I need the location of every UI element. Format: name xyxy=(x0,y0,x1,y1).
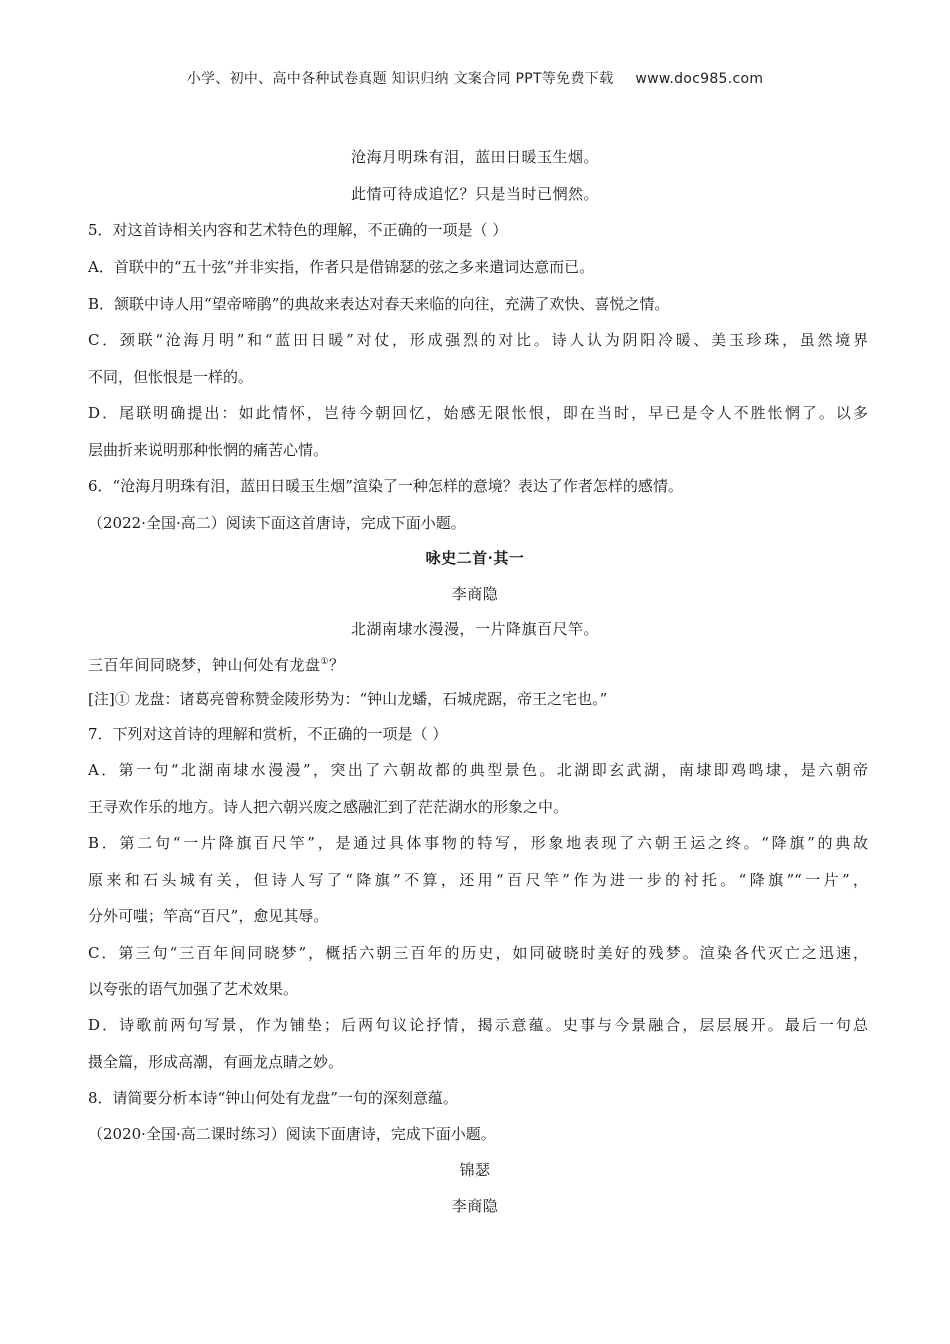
question-7-option-a-line2: 王寻欢作乐的地方。诗人把六朝兴废之感融汇到了茫茫湖水的形象之中。 xyxy=(88,798,569,816)
question-5-option-a: A．首联中的“五十弦”并非实指，作者只是借锦瑟的弦之多来遣词达意而已。 xyxy=(88,258,595,276)
question-7-stem: 7．下列对这首诗的理解和赏析，不正确的一项是（ ） xyxy=(88,725,448,743)
footnote-note-mark: ① xyxy=(114,690,130,708)
question-7-option-c-line2: 以夸张的语气加强了艺术效果。 xyxy=(88,980,299,998)
poem1-line-3: 沧海月明珠有泪，蓝田日暖玉生烟。 xyxy=(350,148,599,166)
question-7-option-b-line2: 原来和石头城有关，但诗人写了“降旗”不算，还用“百尺竿”作为进一步的衬托。“降旗”“一片”， xyxy=(88,871,868,889)
question-7-option-c-line1: C．第三句“三百年间同晓梦”，概括六朝三百年的历史，如同破晓时美好的残梦。渲染各代灭亡之迅速， xyxy=(88,944,868,962)
poem2-line-2-end: ？ xyxy=(329,656,345,674)
question-5-option-d-line2: 层曲折来说明那种怅惘的痛苦心情。 xyxy=(88,441,329,459)
question-5-stem: 5．对这首诗相关内容和艺术特色的理解，不正确的一项是（ ） xyxy=(88,221,508,239)
poem3-title: 锦瑟 xyxy=(459,1161,491,1179)
poem1-line-4: 此情可待成追忆？只是当时已惘然。 xyxy=(350,185,599,203)
question-6-stem: 6．“沧海月明珠有泪，蓝田日暖玉生烟”渲染了一种怎样的意境？表达了作者怎样的感情。 xyxy=(88,477,683,495)
poem2-line-2-text: 三百年间同晓梦，钟山何处有龙盘 xyxy=(88,656,321,674)
footnote-text: 龙盘：诸葛亮曾称赞金陵形势为：“钟山龙蟠，石城虎踞，帝王之宅也。” xyxy=(129,690,608,708)
footnote xyxy=(88,689,868,709)
question-5-option-d-line1: D．尾联明确提出：如此情怀，岂待今朝回忆，始感无限怅恨，即在当时，早已是令人不胜怅惘了。以多 xyxy=(88,404,868,422)
question-5-option-b: B．颔联中诗人用“望帝啼鹃”的典故来表达对春天来临的向往，充满了欢快、喜悦之情。 xyxy=(88,295,670,313)
question-8-stem: 8．请简要分析本诗“钟山何处有龙盘”一句的深刻意蕴。 xyxy=(88,1089,458,1107)
passage-3-intro: （2020·全国·高二课时练习）阅读下面唐诗，完成下面小题。 xyxy=(88,1125,496,1143)
question-7-option-d-line1: D．诗歌前两句写景，作为铺垫；后两句议论抒情，揭示意蕴。史事与今景融合，层层展开。最后一句总 xyxy=(88,1016,868,1034)
question-5-option-c-line1: C．颈联“沧海月明”和“蓝田日暖”对仗，形成强烈的对比。诗人认为阴阳冷暖、美玉珍珠，虽然境界 xyxy=(88,331,868,349)
question-7-option-d-line2: 摄全篇，形成高潮，有画龙点睛之妙。 xyxy=(88,1053,344,1071)
poem2-line-1: 北湖南埭水漫漫，一片降旗百尺竿。 xyxy=(350,620,599,638)
poem3-author: 李商隐 xyxy=(451,1197,499,1215)
question-7-option-b-line3: 分外可嗤；竿高“百尺”，愈见其辱。 xyxy=(88,907,329,925)
header-site-link[interactable]: www.doc985.com xyxy=(635,71,764,87)
question-5-option-c-line2: 不同，但怅恨是一样的。 xyxy=(88,368,254,386)
footnote-mark: ① xyxy=(320,657,330,667)
question-7-option-b-line1: B．第二句“一片降旗百尺竿”，是通过具体事物的特写，形象地表现了六朝王运之终。“降旗”的典故 xyxy=(88,834,868,852)
question-7-option-a-line1: A．第一句“北湖南埭水漫漫”，突出了六朝故都的典型景色。北湖即玄武湖，南埭即鸡鸣埭，是六朝帝 xyxy=(88,761,868,779)
poem2-author: 李商隐 xyxy=(451,585,499,603)
footnote-prefix: [注] xyxy=(88,690,115,708)
passage-2-intro: （2022·全国·高二）阅读下面这首唐诗，完成下面小题。 xyxy=(88,514,466,532)
poem2-line-2 xyxy=(88,655,868,675)
header-text: 小学、初中、高中各种试卷真题 知识归纳 文案合同 PPT等免费下载 xyxy=(186,71,614,87)
poem2-title: 咏史二首·其一 xyxy=(425,549,525,567)
page-header xyxy=(0,68,950,88)
